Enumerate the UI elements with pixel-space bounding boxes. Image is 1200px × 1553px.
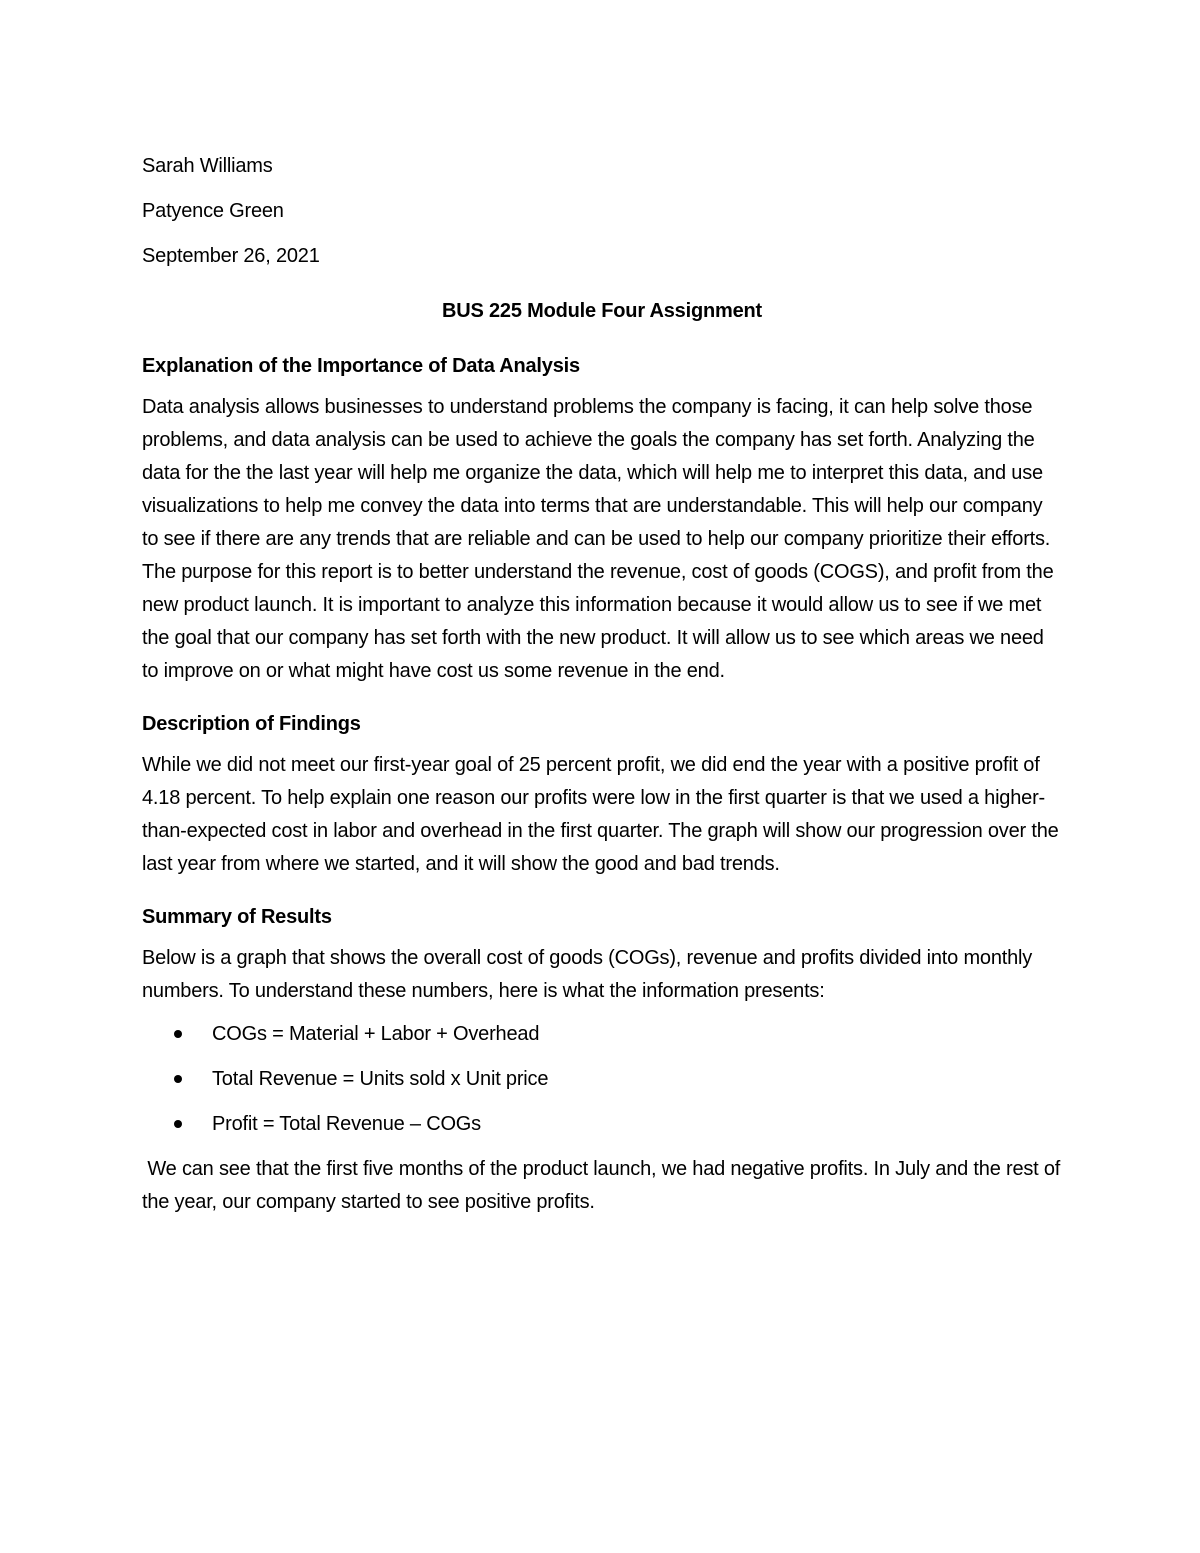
document-date: September 26, 2021 [142, 245, 320, 267]
list-item-text: Total Revenue = Units sold x Unit price [212, 1068, 549, 1090]
list-item [142, 1018, 1062, 1051]
section-heading-summary: Summary of Results [142, 906, 332, 928]
formula-list [142, 1018, 1062, 1141]
list-item [142, 1108, 1062, 1141]
document-body [142, 150, 1066, 1239]
list-item-text: COGs = Material + Labor + Overhead [212, 1023, 540, 1045]
list-item-text: Profit = Total Revenue – COGs [212, 1113, 481, 1135]
section-heading-importance: Explanation of the Importance of Data Analysis [142, 355, 580, 377]
section-body-importance: Data analysis allows businesses to understand problems the company is facing, it can help solve those problems, and data analysis can be used to achieve the goals the company has set forth. Analyzing the data for the the last year will help me organize the data, which will help me to interpret this data, and use visualizations to help me convey the data into terms that are understandable. This will help our company to see if there are any trends that are reliable and can be used to help our company prioritize their efforts. The purpose for this report is to better understand the revenue, cost of goods (COGS), and profit from the new product launch. It is important to analyze this information because it would allow us to see if we met the goal that our company has set forth with the new product. It will allow us to see which areas we need to improve on or what might have cost us some revenue in the end. [142, 396, 1054, 682]
section-heading-findings: Description of Findings [142, 713, 361, 735]
instructor-name: Patyence Green [142, 200, 284, 222]
document-title: BUS 225 Module Four Assignment [442, 300, 762, 322]
list-item [142, 1063, 1062, 1096]
section-body-findings: While we did not meet our first-year goal of 25 percent profit, we did end the year with a positive profit of 4.18 percent. To help explain one reason our profits were low in the first quarter is that we used a higher-than-expected cost in labor and overhead in the first quarter. The graph will show our progression over the last year from where we started, and it will show the good and bad trends. [142, 754, 1059, 875]
section-closing-summary: We can see that the first five months of the product launch, we had negative profits. In July and the rest of the year, our company started to see positive profits. [142, 1158, 1066, 1213]
bullet-icon [174, 1075, 182, 1083]
bullet-icon [174, 1030, 182, 1038]
bullet-icon [174, 1120, 182, 1128]
student-name: Sarah Williams [142, 155, 273, 177]
section-intro-summary: Below is a graph that shows the overall cost of goods (COGs), revenue and profits divided into monthly numbers. To understand these numbers, here is what the information presents: [142, 947, 1033, 1002]
